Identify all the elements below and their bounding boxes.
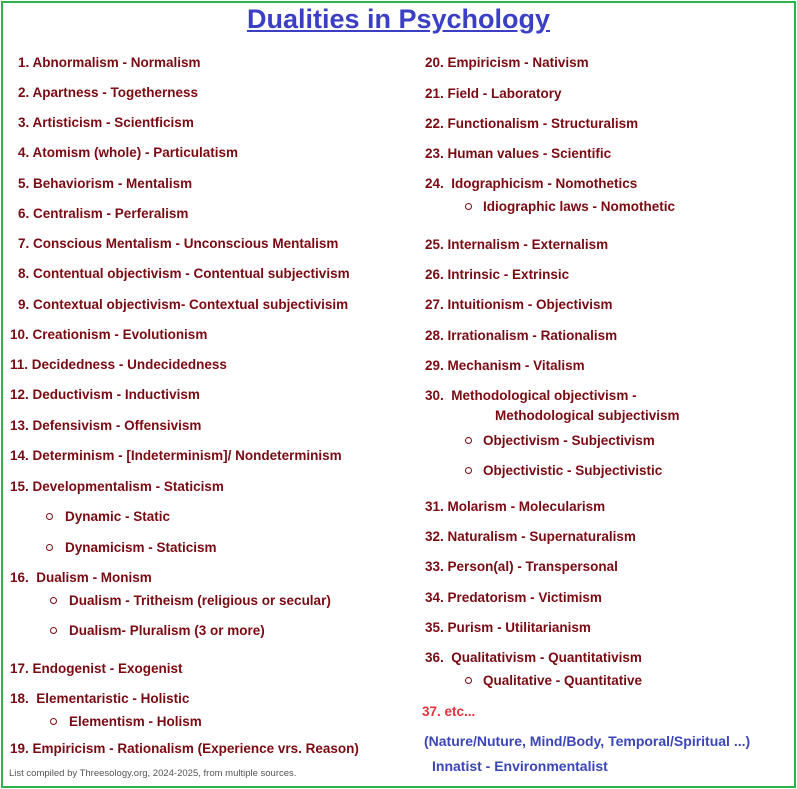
item-text: Field - Laboratory xyxy=(447,86,562,101)
item-number: 21. xyxy=(425,86,444,101)
list-item xyxy=(425,267,569,282)
item-text: Human values - Scientific xyxy=(447,146,612,161)
list-item xyxy=(10,661,183,676)
item-number: 22. xyxy=(425,116,444,131)
item-text: Decidedness - Undecidedness xyxy=(31,357,227,372)
item-text: Empiricism - Rationalism (Experience vrs. Reason) xyxy=(32,741,359,756)
item-number: 11. xyxy=(10,357,29,372)
item-number: 4. xyxy=(18,145,30,160)
list-item xyxy=(10,357,227,372)
item-number: 31. xyxy=(425,499,444,514)
item-text: Qualitativism - Quantitativism xyxy=(451,650,642,665)
list-item xyxy=(425,86,562,101)
list-item xyxy=(425,176,637,191)
sub-item: Qualitative - Quantitative xyxy=(483,673,643,688)
item-number: 26. xyxy=(425,267,444,282)
sub-item: Objectivism - Subjectivism xyxy=(483,433,655,448)
item-text: Molarism - Molecularism xyxy=(447,499,606,514)
item-text: Purism - Utilitarianism xyxy=(447,620,591,635)
list-item xyxy=(18,236,338,251)
list-item xyxy=(10,479,224,494)
item-text: Centralism - Perferalism xyxy=(33,206,189,221)
list-item xyxy=(18,55,201,70)
list-item xyxy=(425,358,585,373)
item-number: 25. xyxy=(425,237,444,252)
circle-bullet-icon xyxy=(465,203,472,210)
list-item xyxy=(10,691,189,706)
sub-item: Objectivistic - Subjectivistic xyxy=(483,463,663,478)
list-item xyxy=(425,116,638,131)
circle-bullet-icon xyxy=(465,677,472,684)
item-text: Apartness - Togetherness xyxy=(32,85,199,100)
list-item xyxy=(425,328,617,343)
item-number: 3. xyxy=(18,115,30,130)
list-item xyxy=(425,529,636,544)
item-text: Irrationalism - Rationalism xyxy=(447,328,618,343)
item-text: Functionalism - Structuralism xyxy=(447,116,639,131)
footer-credit: List compiled by Threesology.org, 2024-2025, from multiple sources. xyxy=(9,768,297,779)
etc-note: 37. etc... xyxy=(422,704,476,719)
item-number: 32. xyxy=(425,529,444,544)
item-text: Conscious Mentalism - Unconscious Mentalism xyxy=(33,236,339,251)
sub-item: Dualism - Tritheism (religious or secular) xyxy=(69,593,331,608)
list-item xyxy=(18,115,194,130)
list-item xyxy=(425,388,637,403)
list-item xyxy=(425,559,618,574)
item-text: Determinism - [Indeterminism]/ Nondeterminism xyxy=(32,448,342,463)
item-number: 19. xyxy=(10,741,29,756)
list-item xyxy=(425,650,642,665)
list-item xyxy=(425,620,591,635)
list-item xyxy=(18,266,350,281)
item-text: Empiricism - Nativism xyxy=(447,55,589,70)
item-text: Contentual objectivism - Contentual subjectivism xyxy=(33,266,350,281)
item-text: Deductivism - Inductivism xyxy=(32,387,200,402)
list-item xyxy=(18,145,238,160)
sub-item: Idiographic laws - Nomothetic xyxy=(483,199,676,214)
item-number: 6. xyxy=(18,206,30,221)
list-item xyxy=(10,418,201,433)
item-number: 34. xyxy=(425,590,444,605)
item-number: 14. xyxy=(10,448,29,463)
item-text: Developmentalism - Staticism xyxy=(32,479,224,494)
item-text: Intuitionism - Objectivism xyxy=(447,297,613,312)
item-number: 17. xyxy=(10,661,29,676)
item-text: Mechanism - Vitalism xyxy=(447,358,585,373)
sub-item: Elementism - Holism xyxy=(69,714,202,729)
sub-item: Dynamicism - Staticism xyxy=(65,540,217,555)
list-item xyxy=(10,570,152,585)
item-number: 15. xyxy=(10,479,29,494)
examples-note: (Nature/Nuture, Mind/Body, Temporal/Spiritual ...) xyxy=(424,733,751,749)
item-text: Artisticism - Scientficism xyxy=(32,115,194,130)
item-text: Predatorism - Victimism xyxy=(447,590,602,605)
list-item xyxy=(425,590,602,605)
innatist-note: Innatist - Environmentalist xyxy=(432,758,608,774)
sub-item: Dynamic - Static xyxy=(65,509,171,524)
item-text: Elementaristic - Holistic xyxy=(36,691,190,706)
item-text: Person(al) - Transpersonal xyxy=(447,559,618,574)
list-item xyxy=(18,297,348,312)
circle-bullet-icon xyxy=(50,718,57,725)
list-item xyxy=(10,741,359,756)
item-text: Behaviorism - Mentalism xyxy=(33,176,193,191)
item-number: 7. xyxy=(18,236,30,251)
item-text: Idographicism - Nomothetics xyxy=(451,176,638,191)
circle-bullet-icon xyxy=(465,437,472,444)
list-item xyxy=(425,499,605,514)
item-number: 29. xyxy=(425,358,444,373)
item-number: 33. xyxy=(425,559,444,574)
item-text: Internalism - Externalism xyxy=(447,237,609,252)
list-item xyxy=(425,146,611,161)
item-number: 20. xyxy=(425,55,444,70)
item-number: 27. xyxy=(425,297,444,312)
item-number: 10. xyxy=(10,327,29,342)
item-text: Atomism (whole) - Particulatism xyxy=(32,145,239,160)
list-item xyxy=(425,55,589,70)
circle-bullet-icon xyxy=(465,467,472,474)
item-number: 2. xyxy=(18,85,30,100)
list-item xyxy=(425,237,608,252)
item-number: 5. xyxy=(18,176,30,191)
item-number: 8. xyxy=(18,266,30,281)
item-number: 36. xyxy=(425,650,444,665)
item-number: 24. xyxy=(425,176,444,191)
list-item xyxy=(10,448,342,463)
item-text: Creationism - Evolutionism xyxy=(32,327,208,342)
item-number: 28. xyxy=(425,328,444,343)
item-number: 18. xyxy=(10,691,29,706)
item-text: Methodological objectivism - xyxy=(451,388,637,403)
list-item-continuation: Methodological subjectivism xyxy=(495,408,680,423)
item-number: 12. xyxy=(10,387,29,402)
circle-bullet-icon xyxy=(46,513,53,520)
list-item xyxy=(10,387,200,402)
list-item xyxy=(10,327,207,342)
item-text: Endogenist - Exogenist xyxy=(32,661,183,676)
item-text: Abnormalism - Normalism xyxy=(32,55,201,70)
list-item xyxy=(425,297,613,312)
item-number: 16. xyxy=(10,570,29,585)
circle-bullet-icon xyxy=(46,544,53,551)
list-item xyxy=(18,176,192,191)
circle-bullet-icon xyxy=(50,627,57,634)
page-title: Dualities in Psychology xyxy=(246,4,551,34)
item-text: Dualism - Monism xyxy=(36,570,152,585)
sub-item: Dualism- Pluralism (3 or more) xyxy=(69,623,265,638)
item-text: Contextual objectivism- Contextual subjectivisim xyxy=(33,297,349,312)
item-number: 9. xyxy=(18,297,30,312)
item-number: 30. xyxy=(425,388,444,403)
item-number: 35. xyxy=(425,620,444,635)
item-number: 13. xyxy=(10,418,29,433)
item-text: Naturalism - Supernaturalism xyxy=(447,529,636,544)
list-item xyxy=(18,206,188,221)
item-text: Intrinsic - Extrinsic xyxy=(447,267,570,282)
circle-bullet-icon xyxy=(50,597,57,604)
item-number: 23. xyxy=(425,146,444,161)
item-number: 1. xyxy=(18,55,30,70)
list-item xyxy=(18,85,198,100)
item-text: Defensivism - Offensivism xyxy=(32,418,202,433)
